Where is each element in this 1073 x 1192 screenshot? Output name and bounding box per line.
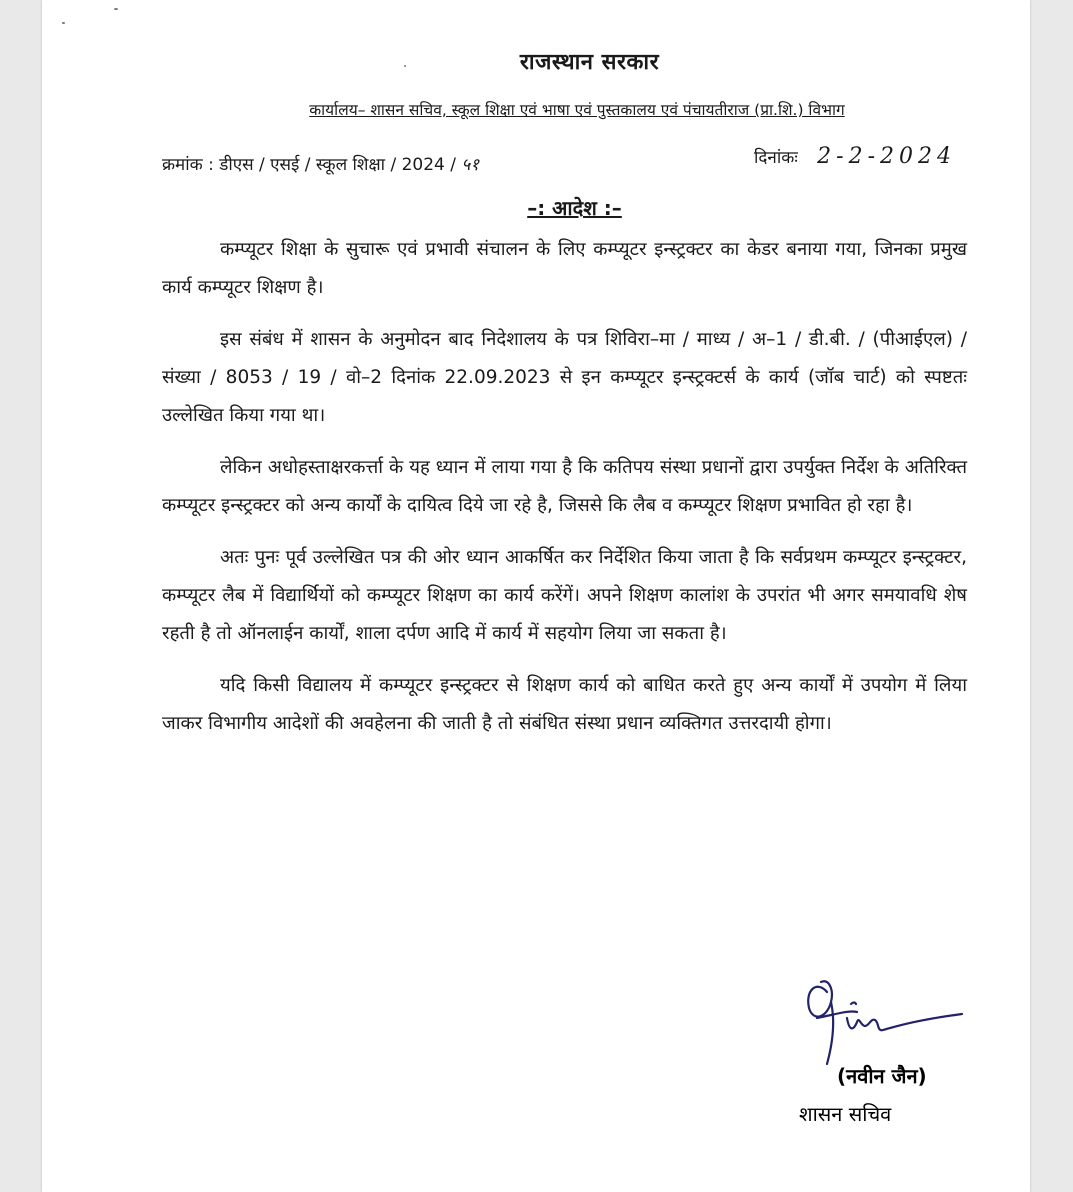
scan-speck — [62, 22, 65, 24]
reference-number — [162, 152, 479, 175]
paragraph: यदि किसी विद्यालय में कम्प्यूटर इन्स्ट्रक्टर से शिक्षण कार्य को बाधित करते हुए अन्य कार्यों में उपयोग में लिया जाकर विभागीय आदेशों की अवहेलना की जाती है तो संबंधित संस्था प्रधान व्यक्तिगत उत्तरदायी होगा। — [162, 675, 967, 734]
paragraph: लेकिन अधोहस्ताक्षरकर्त्ता के यह ध्यान में लाया गया है कि कतिपय संस्था प्रधानों द्वारा उपर्युक्त निर्देश के अतिरिक्त कम्प्यूटर इन्स्ट्रक्टर को अन्य कार्यों के दायित्व दिये जा रहे है, जिससे कि लैब व कम्प्यूटर शिक्षण प्रभावित हो रहा है। — [162, 457, 967, 516]
paragraph: कम्प्यूटर शिक्षा के सुचारू एवं प्रभावी संचालन के लिए कम्प्यूटर इन्स्ट्रक्टर का केडर बनाया गया, जिनका प्रमुख कार्य कम्प्यूटर शिक्षण है। — [162, 239, 967, 298]
reference-text: डीएस / एसई / स्कूल शिक्षा / 2024 / — [219, 155, 457, 175]
order-document — [162, 40, 967, 743]
reference-handwritten-suffix: ५१ — [461, 155, 480, 175]
order-title: –: आदेश :– — [527, 196, 622, 220]
signatory-title: शासन सचिव — [799, 1102, 892, 1126]
reference-label: क्रमांक : — [162, 155, 214, 175]
signature-block — [787, 950, 997, 1140]
office-heading: कार्यालय– शासन सचिव, स्कूल शिक्षा एवं भाषा एवं पुस्तकालय एवं पंचायतीराज (प्रा.शि.) विभाग — [309, 101, 845, 119]
signatory-name: (नवीन जैन) — [837, 1064, 927, 1088]
government-heading: राजस्थान सरकार — [519, 50, 660, 75]
paragraph: अतः पुनः पूर्व उल्लेखित पत्र की ओर ध्यान आकर्षित कर निर्देशित किया जाता है कि सर्वप्रथम कम्प्यूटर इन्स्ट्रक्टर, कम्प्यूटर लैब में विद्यार्थियों को कम्प्यूटर शिक्षण का कार्य करेंगें। अपने शिक्षण कालांश के उपरांत भी अगर समयावधि शेष रहती है तो ऑनलाईन कार्यों, शाला दर्पण आदि में कार्य में सहयोग लिया जा सकता है। — [162, 547, 967, 644]
reference-line — [162, 144, 967, 178]
document-page — [42, 0, 1030, 1192]
date-label: दिनांकः — [754, 148, 798, 168]
date-value: 2-2-2024 — [817, 144, 957, 169]
paragraph: इस संबंध में शासन के अनुमोदन बाद निदेशालय के पत्र शिविरा–मा / माध्य / अ–1 / डी.बी. / (पीआईएल) / संख्या / 8053 / 19 / वो–2 दिनांक 22.09.2023 से इन कम्प्यूटर इन्स्ट्रक्टर्स के कार्य (जॉब चार्ट) को स्पष्टतः उल्लेखित किया गया था। — [162, 329, 967, 426]
scan-speck — [114, 8, 118, 10]
order-date — [754, 144, 956, 169]
